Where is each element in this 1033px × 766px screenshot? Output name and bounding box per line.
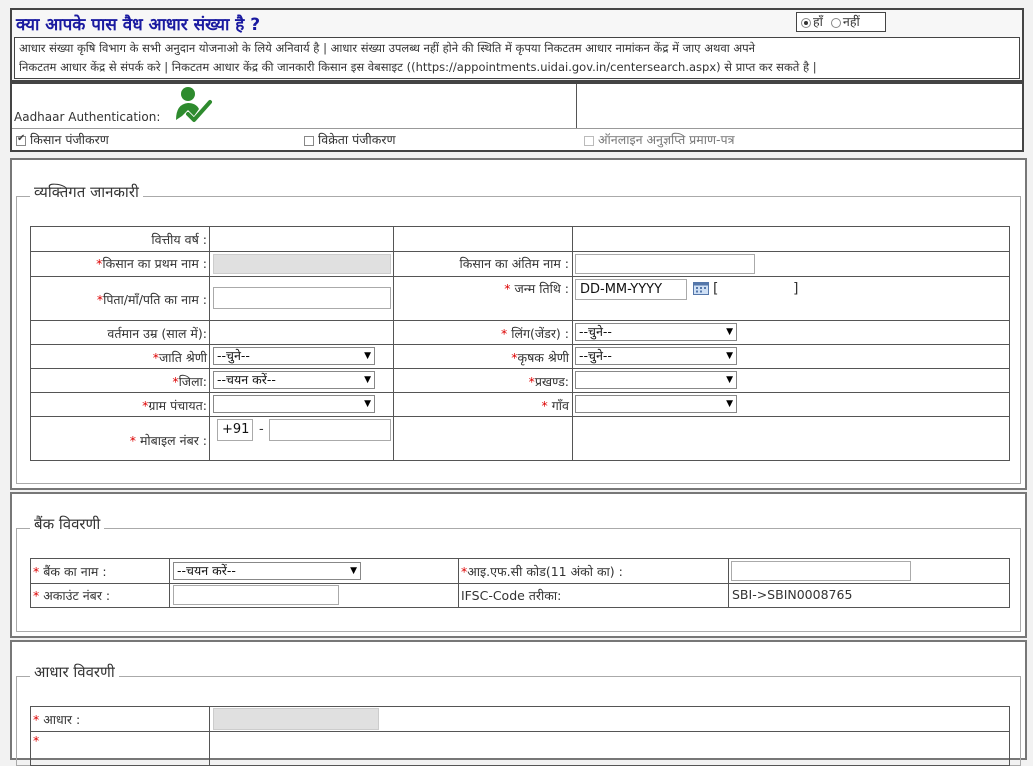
ifsc-code-input[interactable] — [731, 561, 911, 581]
aadhaar-question-panel — [10, 8, 1024, 82]
first-name-label: *किसान का प्रथम नाम : — [96, 256, 207, 271]
chevron-down-icon: ▼ — [726, 399, 733, 409]
chevron-down-icon: ▼ — [726, 351, 733, 361]
gender-select[interactable]: --चुने-- ▼ — [575, 323, 737, 341]
personal-info-legend: व्यक्तिगत जानकारी — [30, 182, 143, 202]
last-name-input[interactable] — [575, 254, 755, 274]
chevron-down-icon: ▼ — [364, 399, 371, 409]
personal-info-section — [10, 158, 1027, 490]
calendar-icon[interactable] — [693, 280, 709, 294]
aadhaar-auth-label: Aadhaar Authentication: — [14, 110, 161, 124]
aadhaar-auth-panel — [10, 82, 1024, 152]
auth-divider — [576, 84, 577, 128]
chevron-down-icon: ▼ — [726, 327, 733, 337]
father-name-input[interactable] — [213, 287, 391, 309]
first-name-input[interactable] — [213, 254, 391, 274]
aadhaar-details-section — [10, 640, 1027, 760]
aadhaar-yes-radio[interactable]: हाँ — [801, 14, 823, 29]
dob-input[interactable]: DD-MM-YYYY — [575, 279, 687, 300]
auth-row-divider — [12, 128, 1022, 129]
aadhaar-radio-group — [796, 12, 886, 32]
aadhaar-notice-line-1: आधार संख्या कृषि विभाग के सभी अनुदान योजनाओ के लिये अनिवार्य है | आधार संख्या उपलब्ध नहीं होने की स्थिति में कृपया निकटतम आधार नामांकन केंद्र में जाए अथवा अपने — [19, 41, 756, 55]
aadhaar-details-table — [30, 706, 1010, 766]
caste-label: *जाति श्रेणी — [152, 350, 207, 365]
dob-age-bracket-close: ] — [793, 281, 799, 297]
chevron-down-icon: ▼ — [350, 566, 357, 576]
caste-select[interactable]: --चुने-- ▼ — [213, 347, 375, 365]
age-label: वर्तमान उम्र (साल में): — [107, 326, 207, 341]
chevron-down-icon: ▼ — [726, 375, 733, 385]
dob-age-display — [723, 279, 789, 299]
aadhaar-second-row-marker: * — [33, 733, 40, 748]
aadhaar-notice-line-2: निकटतम आधार केंद्र से संपर्क करे | निकटतम आधार केंद्र की जानकारी किसान इस वेबसाइट ((https://appointments.uidai.gov.in/centersearch.aspx) से प्राप्त कर सकते है | — [19, 60, 817, 74]
ifsc-method-label: IFSC-Code तरीका: — [461, 588, 562, 603]
aadhaar-question-title: क्या आपके पास वैध आधार संख्या है ? — [16, 15, 261, 35]
village-select[interactable] — [575, 395, 737, 413]
dob-label: * जन्म तिथि : — [504, 281, 569, 296]
aadhaar-details-legend: आधार विवरणी — [30, 662, 119, 682]
village-label: * गाँव — [541, 398, 569, 413]
aadhaar-no-radio[interactable]: नहीं — [831, 14, 860, 29]
aadhaar-notice-box — [14, 37, 1020, 79]
block-label: *प्रखण्ड: — [528, 374, 569, 389]
mobile-label: * मोबाइल नंबर : — [129, 433, 207, 448]
gender-label: * लिंग(जेंडर) : — [501, 326, 569, 341]
panchayat-select[interactable] — [213, 395, 375, 413]
bank-details-legend: बैंक विवरणी — [30, 514, 104, 534]
bank-details-table — [30, 558, 1010, 608]
panchayat-label: *ग्राम पंचायत: — [142, 398, 207, 413]
account-number-label: * अकाउंट नंबर : — [33, 588, 111, 603]
user-check-icon — [174, 86, 214, 124]
ifsc-code-label: *आइ.एफ.सी कोड(11 अंको का) : — [461, 564, 623, 579]
mobile-prefix-input: +91 — [217, 419, 253, 441]
mobile-number-input[interactable] — [269, 419, 391, 441]
financial-year-label: वित्तीय वर्ष : — [151, 232, 207, 247]
chevron-down-icon: ▼ — [364, 351, 371, 361]
district-label: *जिला: — [172, 374, 207, 389]
account-number-input[interactable] — [173, 585, 339, 605]
block-select[interactable] — [575, 371, 737, 389]
bank-details-section — [10, 492, 1027, 638]
father-name-label: *पिता/माँ/पति का नाम : — [96, 292, 207, 307]
bank-name-label: * बैंक का नाम : — [33, 564, 107, 579]
aadhaar-number-input[interactable] — [213, 708, 379, 730]
farmer-category-select[interactable]: --चुने-- ▼ — [575, 347, 737, 365]
mobile-dash: - — [259, 422, 264, 437]
dob-age-bracket-open: [ — [713, 281, 719, 297]
aadhaar-number-label: * आधार : — [33, 712, 81, 727]
checkbox-online-license[interactable]: ऑनलाइन अनुज्ञप्ति प्रमाण-पत्र — [584, 131, 735, 148]
checkbox-seller-registration[interactable]: विक्रेता पंजीकरण — [304, 131, 396, 148]
personal-info-table — [30, 226, 1010, 461]
last-name-label: किसान का अंतिम नाम : — [459, 256, 569, 271]
farmer-category-label: *कृषक श्रेणी — [511, 350, 569, 365]
chevron-down-icon: ▼ — [364, 375, 371, 385]
ifsc-example-text: SBI->SBIN0008765 — [732, 587, 853, 602]
district-select[interactable]: --चयन करें-- ▼ — [213, 371, 375, 389]
checkbox-farmer-registration[interactable]: ✔किसान पंजीकरण — [16, 131, 109, 148]
bank-name-select[interactable]: --चयन करें-- ▼ — [173, 562, 361, 580]
